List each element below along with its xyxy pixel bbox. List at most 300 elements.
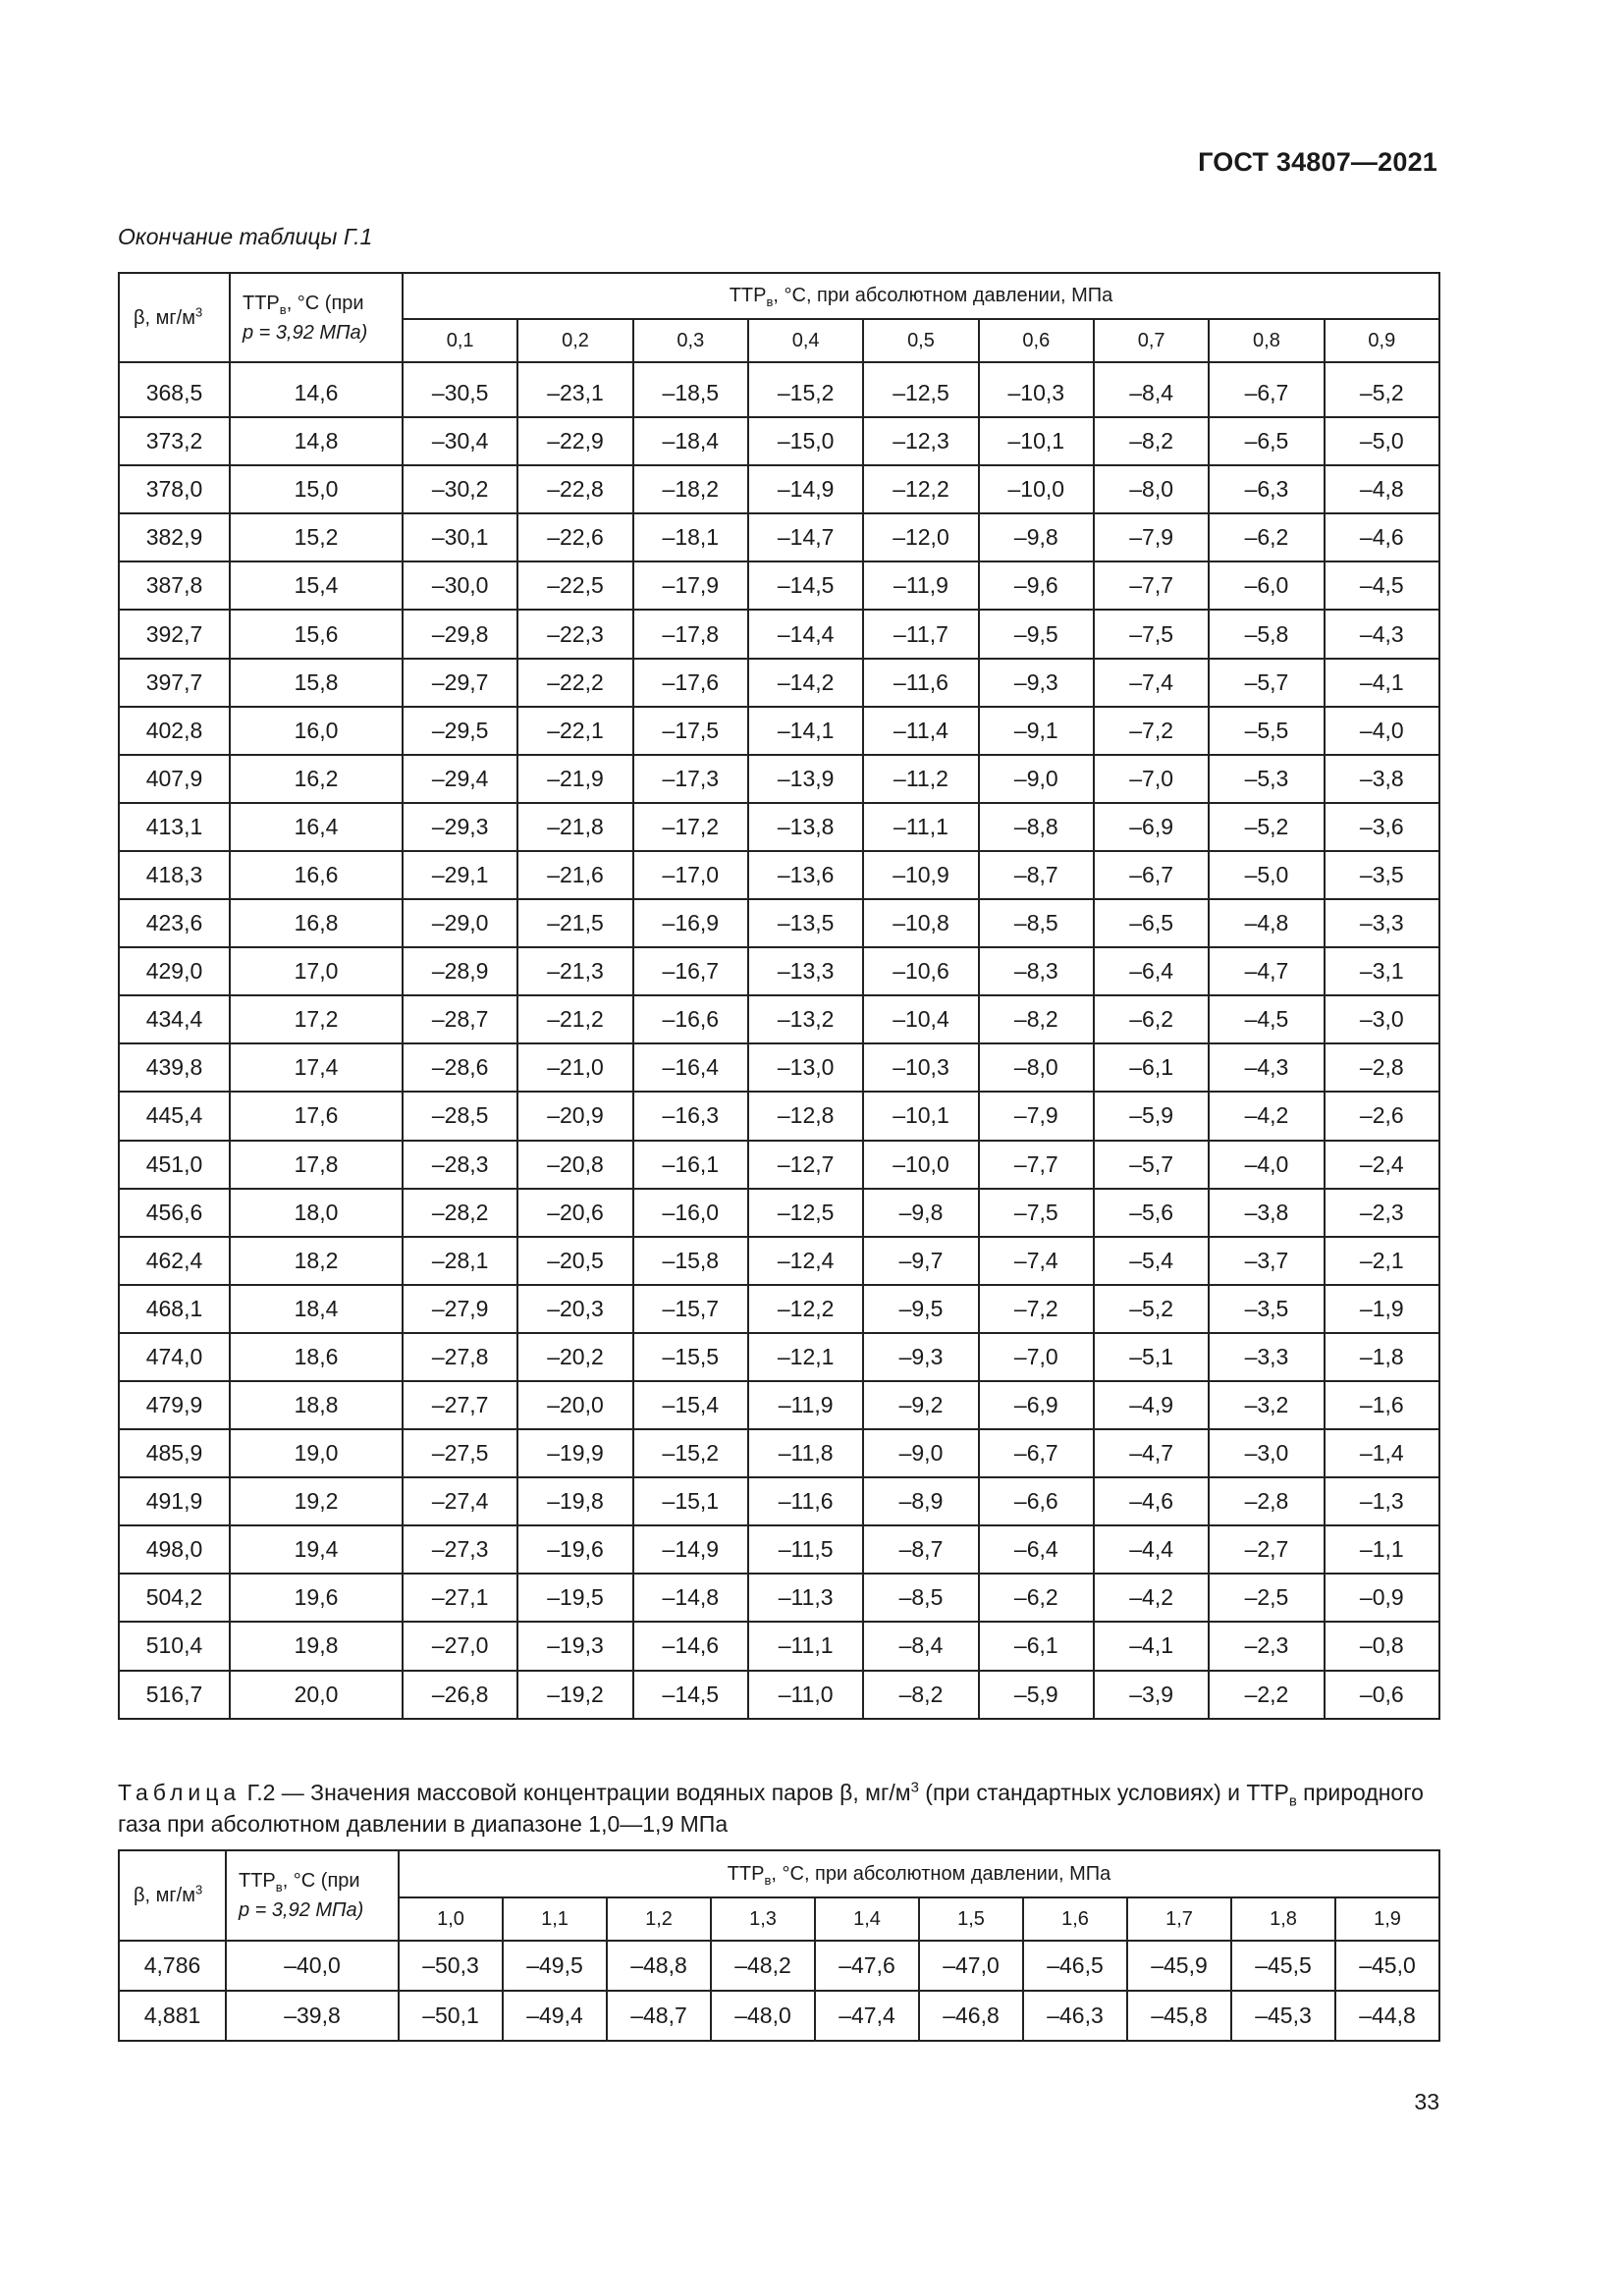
- ttp-value-cell: –12,8: [748, 1092, 863, 1140]
- ttp-value-cell: –17,6: [633, 659, 748, 707]
- ttp-value-cell: –2,4: [1325, 1141, 1439, 1189]
- ttp-value-cell: –28,6: [403, 1043, 517, 1092]
- ttp-value-cell: –15,1: [633, 1477, 748, 1525]
- ttp-value-cell: –26,8: [403, 1671, 517, 1719]
- beta-cell: 387,8: [119, 561, 230, 610]
- ttp-value-cell: –6,1: [979, 1622, 1094, 1670]
- ttp-392-cell: 16,2: [230, 755, 403, 803]
- ttp-value-cell: –7,5: [979, 1189, 1094, 1237]
- beta-cell: 510,4: [119, 1622, 230, 1670]
- ttp-value-cell: –17,3: [633, 755, 748, 803]
- ttp-392-cell: 19,8: [230, 1622, 403, 1670]
- ttp-value-cell: –15,5: [633, 1333, 748, 1381]
- ttp-value-cell: –17,8: [633, 610, 748, 658]
- ttp-value-cell: –4,5: [1325, 561, 1439, 610]
- beta-cell: 4,881: [119, 1991, 226, 2041]
- ttp-value-cell: –7,2: [1094, 707, 1209, 755]
- ttp-value-cell: –11,1: [863, 803, 978, 851]
- ttp-value-cell: –8,2: [863, 1671, 978, 1719]
- ttp-value-cell: –6,0: [1209, 561, 1324, 610]
- ttp-value-cell: –29,4: [403, 755, 517, 803]
- ttp-value-cell: –9,2: [863, 1381, 978, 1429]
- ttp-value-cell: –10,1: [979, 417, 1094, 465]
- ttp-value-cell: –19,6: [517, 1525, 632, 1574]
- ttp-value-cell: –20,2: [517, 1333, 632, 1381]
- ttp-value-cell: –3,5: [1209, 1285, 1324, 1333]
- ttp-value-cell: –5,4: [1094, 1237, 1209, 1285]
- beta-cell: 429,0: [119, 947, 230, 995]
- ttp-value-cell: –17,0: [633, 851, 748, 899]
- beta-cell: 382,9: [119, 513, 230, 561]
- ttp-value-cell: –49,5: [503, 1941, 607, 1991]
- ttp-value-cell: –4,6: [1325, 513, 1439, 561]
- ttp-value-cell: –10,1: [863, 1092, 978, 1140]
- ttp-value-cell: –9,0: [979, 755, 1094, 803]
- beta-cell: 434,4: [119, 995, 230, 1043]
- pressure-header: 1,4: [815, 1897, 919, 1941]
- ttp-value-cell: –6,4: [1094, 947, 1209, 995]
- ttp-value-cell: –47,4: [815, 1991, 919, 2041]
- ttp-value-cell: –21,5: [517, 899, 632, 947]
- ttp-value-cell: –16,4: [633, 1043, 748, 1092]
- ttp-value-cell: –7,4: [1094, 659, 1209, 707]
- ttp-value-cell: –3,0: [1209, 1429, 1324, 1477]
- ttp-value-cell: –5,0: [1325, 417, 1439, 465]
- page-number: 33: [1414, 2089, 1439, 2114]
- ttp-value-cell: –30,5: [403, 362, 517, 417]
- ttp-value-cell: –10,0: [863, 1141, 978, 1189]
- ttp-value-cell: –45,3: [1231, 1991, 1335, 2041]
- pressure-header: 0,3: [633, 319, 748, 362]
- ttp-value-cell: –1,9: [1325, 1285, 1439, 1333]
- ttp-value-cell: –7,0: [1094, 755, 1209, 803]
- ttp-value-cell: –8,0: [979, 1043, 1094, 1092]
- beta-cell: 397,7: [119, 659, 230, 707]
- ttp-value-cell: –13,2: [748, 995, 863, 1043]
- ttp-value-cell: –11,3: [748, 1574, 863, 1622]
- ttp-392-cell: 17,4: [230, 1043, 403, 1092]
- pressure-header: 1,6: [1023, 1897, 1127, 1941]
- ttp-value-cell: –19,5: [517, 1574, 632, 1622]
- ttp-value-cell: –6,9: [1094, 803, 1209, 851]
- table-row: [119, 947, 1439, 995]
- pressure-header: 0,6: [979, 319, 1094, 362]
- ttp-value-cell: –12,0: [863, 513, 978, 561]
- ttp-392-cell: 16,8: [230, 899, 403, 947]
- pressure-header: 1,5: [919, 1897, 1023, 1941]
- ttp-value-cell: –18,5: [633, 362, 748, 417]
- ttp-value-cell: –5,0: [1209, 851, 1324, 899]
- ttp-value-cell: –23,1: [517, 362, 632, 417]
- ttp-value-cell: –4,9: [1094, 1381, 1209, 1429]
- ttp-value-cell: –27,7: [403, 1381, 517, 1429]
- ttp-value-cell: –7,7: [979, 1141, 1094, 1189]
- ttp-value-cell: –15,4: [633, 1381, 748, 1429]
- ttp-value-cell: –2,3: [1325, 1189, 1439, 1237]
- ttp-value-cell: –12,2: [748, 1285, 863, 1333]
- ttp-value-cell: –19,9: [517, 1429, 632, 1477]
- ttp-value-cell: –22,9: [517, 417, 632, 465]
- standard-designation: ГОСТ 34807—2021: [1198, 147, 1437, 177]
- ttp-value-cell: –44,8: [1335, 1991, 1439, 2041]
- ttp-value-cell: –8,7: [863, 1525, 978, 1574]
- ttp-value-cell: –5,2: [1209, 803, 1324, 851]
- ttp-value-cell: –8,9: [863, 1477, 978, 1525]
- ttp-value-cell: –9,5: [979, 610, 1094, 658]
- ttp-value-cell: –5,8: [1209, 610, 1324, 658]
- ttp-value-cell: –5,6: [1094, 1189, 1209, 1237]
- ttp-value-cell: –29,1: [403, 851, 517, 899]
- ttp-392-cell: 14,8: [230, 417, 403, 465]
- pressure-header: 0,4: [748, 319, 863, 362]
- ttp-value-cell: –2,6: [1325, 1092, 1439, 1140]
- ttp-392-cell: 17,8: [230, 1141, 403, 1189]
- ttp-value-cell: –28,3: [403, 1141, 517, 1189]
- ttp-value-cell: –9,3: [863, 1333, 978, 1381]
- ttp-value-cell: –8,4: [1094, 362, 1209, 417]
- beta-cell: 479,9: [119, 1381, 230, 1429]
- ttp-value-cell: –8,5: [979, 899, 1094, 947]
- ttp-392-cell: 18,2: [230, 1237, 403, 1285]
- table-row: [119, 1092, 1439, 1140]
- ttp-value-cell: –11,9: [863, 561, 978, 610]
- ttp-value-cell: –4,7: [1209, 947, 1324, 995]
- ttp-value-cell: –28,1: [403, 1237, 517, 1285]
- ttp-392-cell: 15,4: [230, 561, 403, 610]
- beta-cell: 439,8: [119, 1043, 230, 1092]
- ttp-value-cell: –14,6: [633, 1622, 748, 1670]
- ttp-value-cell: –6,7: [1094, 851, 1209, 899]
- ttp-value-cell: –27,8: [403, 1333, 517, 1381]
- ttp-392-cell: 17,6: [230, 1092, 403, 1140]
- ttp-value-cell: –7,9: [979, 1092, 1094, 1140]
- ttp-392-cell: 19,4: [230, 1525, 403, 1574]
- pressure-header: 1,9: [1335, 1897, 1439, 1941]
- table-row: [119, 1285, 1439, 1333]
- beta-cell: 392,7: [119, 610, 230, 658]
- ttp-392-cell: 15,0: [230, 465, 403, 513]
- ttp-value-cell: –48,2: [711, 1941, 815, 1991]
- ttp-392-cell: 17,0: [230, 947, 403, 995]
- table-row: [119, 1574, 1439, 1622]
- ttp-value-cell: –15,7: [633, 1285, 748, 1333]
- ttp-value-cell: –11,0: [748, 1671, 863, 1719]
- ttp-value-cell: –12,1: [748, 1333, 863, 1381]
- ttp-value-cell: –5,7: [1094, 1141, 1209, 1189]
- ttp-value-cell: –6,2: [979, 1574, 1094, 1622]
- ttp-392-cell: 18,6: [230, 1333, 403, 1381]
- ttp-value-cell: –3,1: [1325, 947, 1439, 995]
- ttp-value-cell: –4,1: [1094, 1622, 1209, 1670]
- ttp-392-cell: 20,0: [230, 1671, 403, 1719]
- beta-cell: 368,5: [119, 362, 230, 417]
- pressure-header: 1,8: [1231, 1897, 1335, 1941]
- ttp-value-cell: –4,8: [1209, 899, 1324, 947]
- table-row: [119, 995, 1439, 1043]
- table-row: [119, 1381, 1439, 1429]
- ttp-value-cell: –14,1: [748, 707, 863, 755]
- ttp-value-cell: –0,9: [1325, 1574, 1439, 1622]
- ttp-value-cell: –14,5: [748, 561, 863, 610]
- ttp-value-cell: –20,0: [517, 1381, 632, 1429]
- ttp-value-cell: –29,0: [403, 899, 517, 947]
- ttp-value-cell: –10,3: [863, 1043, 978, 1092]
- table-row: [119, 755, 1439, 803]
- beta-cell: 451,0: [119, 1141, 230, 1189]
- ttp-392-cell: 14,6: [230, 362, 403, 417]
- ttp-value-cell: –3,3: [1209, 1333, 1324, 1381]
- ttp-value-cell: –27,1: [403, 1574, 517, 1622]
- ttp-value-cell: –17,5: [633, 707, 748, 755]
- ttp-value-cell: –16,3: [633, 1092, 748, 1140]
- ttp-value-cell: –11,2: [863, 755, 978, 803]
- ttp-value-cell: –6,9: [979, 1381, 1094, 1429]
- table-row: [119, 1043, 1439, 1092]
- beta-cell: 445,4: [119, 1092, 230, 1140]
- ttp-value-cell: –20,8: [517, 1141, 632, 1189]
- table-row: [119, 1671, 1439, 1719]
- pressure-header: 1,7: [1127, 1897, 1231, 1941]
- ttp-value-cell: –13,0: [748, 1043, 863, 1092]
- ttp-value-cell: –45,0: [1335, 1941, 1439, 1991]
- table-row: [119, 707, 1439, 755]
- ttp-value-cell: –17,9: [633, 561, 748, 610]
- ttp-value-cell: –1,4: [1325, 1429, 1439, 1477]
- ttp-value-cell: –47,0: [919, 1941, 1023, 1991]
- ttp-value-cell: –21,2: [517, 995, 632, 1043]
- table-row: [119, 899, 1439, 947]
- ttp-value-cell: –0,8: [1325, 1622, 1439, 1670]
- ttp-value-cell: –45,9: [1127, 1941, 1231, 1991]
- table-row: [119, 1141, 1439, 1189]
- ttp-value-cell: –10,6: [863, 947, 978, 995]
- ttp-value-cell: –14,5: [633, 1671, 748, 1719]
- ttp-value-cell: –27,9: [403, 1285, 517, 1333]
- ttp-value-cell: –5,2: [1094, 1285, 1209, 1333]
- ttp-392-cell: 16,4: [230, 803, 403, 851]
- ttp-value-cell: –27,4: [403, 1477, 517, 1525]
- ttp-value-cell: –29,8: [403, 610, 517, 658]
- beta-cell: 504,2: [119, 1574, 230, 1622]
- pressure-header: 0,1: [403, 319, 517, 362]
- pressure-header: 0,9: [1325, 319, 1439, 362]
- table-continuation-caption: Окончание таблицы Г.1: [118, 224, 373, 249]
- ttp-value-cell: –8,3: [979, 947, 1094, 995]
- ttp-value-cell: –11,7: [863, 610, 978, 658]
- beta-cell: 462,4: [119, 1237, 230, 1285]
- ttp-value-cell: –22,3: [517, 610, 632, 658]
- ttp-value-cell: –13,3: [748, 947, 863, 995]
- ttp-value-cell: –28,2: [403, 1189, 517, 1237]
- ttp-value-cell: –15,2: [633, 1429, 748, 1477]
- ttp-value-cell: –7,0: [979, 1333, 1094, 1381]
- beta-cell: 407,9: [119, 755, 230, 803]
- ttp-value-cell: –0,6: [1325, 1671, 1439, 1719]
- beta-cell: 4,786: [119, 1941, 226, 1991]
- table-row: [119, 1237, 1439, 1285]
- ttp-value-cell: –2,1: [1325, 1237, 1439, 1285]
- ttp-value-cell: –16,0: [633, 1189, 748, 1237]
- ttp-value-cell: –29,3: [403, 803, 517, 851]
- table-row: [119, 417, 1439, 465]
- ttp-value-cell: –6,7: [979, 1429, 1094, 1477]
- pressure-header: 0,2: [517, 319, 632, 362]
- table-row: [119, 1429, 1439, 1477]
- ttp-value-cell: –6,6: [979, 1477, 1094, 1525]
- ttp-value-cell: –10,8: [863, 899, 978, 947]
- ttp-value-cell: –22,8: [517, 465, 632, 513]
- ttp-value-cell: –6,4: [979, 1525, 1094, 1574]
- ttp-value-cell: –2,7: [1209, 1525, 1324, 1574]
- pressure-header: 0,7: [1094, 319, 1209, 362]
- column-group-header-pressure: $ТТР_в$, °С, при абсолютном давлении, МПа: [403, 273, 1439, 319]
- ttp-value-cell: –3,7: [1209, 1237, 1324, 1285]
- ttp-value-cell: –22,2: [517, 659, 632, 707]
- table-row: [119, 1941, 1439, 1991]
- table-row: [119, 803, 1439, 851]
- ttp-value-cell: –4,2: [1209, 1092, 1324, 1140]
- ttp-value-cell: –6,2: [1209, 513, 1324, 561]
- ttp-value-cell: –8,8: [979, 803, 1094, 851]
- ttp-value-cell: –3,3: [1325, 899, 1439, 947]
- beta-cell: 491,9: [119, 1477, 230, 1525]
- ttp-392-cell: 19,0: [230, 1429, 403, 1477]
- ttp-value-cell: –6,2: [1094, 995, 1209, 1043]
- ttp-value-cell: –19,3: [517, 1622, 632, 1670]
- ttp-value-cell: –3,5: [1325, 851, 1439, 899]
- table-row: [119, 1622, 1439, 1670]
- pressure-header: 1,3: [711, 1897, 815, 1941]
- ttp-value-cell: –11,9: [748, 1381, 863, 1429]
- beta-cell: 423,6: [119, 899, 230, 947]
- ttp-value-cell: –2,3: [1209, 1622, 1324, 1670]
- ttp-value-cell: –29,5: [403, 707, 517, 755]
- ttp-value-cell: –4,7: [1094, 1429, 1209, 1477]
- ttp-value-cell: –18,4: [633, 417, 748, 465]
- ttp-value-cell: –30,4: [403, 417, 517, 465]
- ttp-value-cell: –3,8: [1209, 1189, 1324, 1237]
- ttp-value-cell: –27,3: [403, 1525, 517, 1574]
- ttp-value-cell: –6,5: [1094, 899, 1209, 947]
- ttp-value-cell: –1,1: [1325, 1525, 1439, 1574]
- ttp-value-cell: –6,7: [1209, 362, 1324, 417]
- ttp-392-cell: 15,2: [230, 513, 403, 561]
- ttp-value-cell: –15,2: [748, 362, 863, 417]
- pressure-header: 0,8: [1209, 319, 1324, 362]
- ttp-value-cell: –14,7: [748, 513, 863, 561]
- ttp-value-cell: –3,8: [1325, 755, 1439, 803]
- ttp-value-cell: –50,1: [399, 1991, 503, 2041]
- beta-cell: 413,1: [119, 803, 230, 851]
- ttp-value-cell: –9,8: [979, 513, 1094, 561]
- ttp-value-cell: –5,7: [1209, 659, 1324, 707]
- ttp-value-cell: –17,2: [633, 803, 748, 851]
- table-g1: [118, 272, 1440, 1720]
- ttp-value-cell: –3,9: [1094, 1671, 1209, 1719]
- ttp-392-cell: 16,6: [230, 851, 403, 899]
- ttp-value-cell: –8,2: [979, 995, 1094, 1043]
- ttp-value-cell: –5,5: [1209, 707, 1324, 755]
- ttp-value-cell: –30,2: [403, 465, 517, 513]
- ttp-value-cell: –11,4: [863, 707, 978, 755]
- ttp-392-cell: 15,6: [230, 610, 403, 658]
- column-header-ttp-392: $ТТР_в$, °С (при p = 3,92 МПа): [226, 1850, 399, 1941]
- ttp-value-cell: –5,2: [1325, 362, 1439, 417]
- ttp-value-cell: –10,3: [979, 362, 1094, 417]
- ttp-value-cell: –13,6: [748, 851, 863, 899]
- ttp-value-cell: –2,5: [1209, 1574, 1324, 1622]
- table-row: [119, 1477, 1439, 1525]
- ttp-value-cell: –13,5: [748, 899, 863, 947]
- ttp-value-cell: –1,8: [1325, 1333, 1439, 1381]
- ttp-value-cell: –4,0: [1209, 1141, 1324, 1189]
- beta-cell: 373,2: [119, 417, 230, 465]
- beta-cell: 418,3: [119, 851, 230, 899]
- ttp-value-cell: –7,9: [1094, 513, 1209, 561]
- ttp-392-cell: 19,6: [230, 1574, 403, 1622]
- ttp-value-cell: –9,8: [863, 1189, 978, 1237]
- ttp-value-cell: –16,9: [633, 899, 748, 947]
- pressure-header: 1,0: [399, 1897, 503, 1941]
- column-header-ttp-392: $ТТР_в$, °С (при p = 3,92 МПа): [230, 273, 403, 362]
- ttp-value-cell: –9,7: [863, 1237, 978, 1285]
- table-row: [119, 465, 1439, 513]
- beta-cell: 474,0: [119, 1333, 230, 1381]
- ttp-value-cell: –20,3: [517, 1285, 632, 1333]
- ttp-value-cell: –9,0: [863, 1429, 978, 1477]
- ttp-value-cell: –12,2: [863, 465, 978, 513]
- table-row: [119, 659, 1439, 707]
- pressure-header: 1,2: [607, 1897, 711, 1941]
- ttp-392-cell: 18,4: [230, 1285, 403, 1333]
- ttp-value-cell: –29,7: [403, 659, 517, 707]
- ttp-value-cell: –6,5: [1209, 417, 1324, 465]
- ttp-value-cell: –14,9: [633, 1525, 748, 1574]
- ttp-value-cell: –9,3: [979, 659, 1094, 707]
- ttp-value-cell: –4,2: [1094, 1574, 1209, 1622]
- ttp-value-cell: –10,0: [979, 465, 1094, 513]
- ttp-value-cell: –3,2: [1209, 1381, 1324, 1429]
- table-row: [119, 513, 1439, 561]
- ttp-value-cell: –2,8: [1209, 1477, 1324, 1525]
- ttp-value-cell: –4,1: [1325, 659, 1439, 707]
- ttp-value-cell: –11,5: [748, 1525, 863, 1574]
- table-row: [119, 1991, 1439, 2041]
- ttp-value-cell: –20,9: [517, 1092, 632, 1140]
- ttp-value-cell: –45,5: [1231, 1941, 1335, 1991]
- ttp-value-cell: –15,8: [633, 1237, 748, 1285]
- table-row: [119, 1333, 1439, 1381]
- table-row: [119, 851, 1439, 899]
- ttp-value-cell: –7,4: [979, 1237, 1094, 1285]
- ttp-value-cell: –14,9: [748, 465, 863, 513]
- pressure-header: 1,1: [503, 1897, 607, 1941]
- ttp-value-cell: –21,3: [517, 947, 632, 995]
- ttp-value-cell: –4,3: [1325, 610, 1439, 658]
- ttp-value-cell: –8,4: [863, 1622, 978, 1670]
- pressure-header: 0,5: [863, 319, 978, 362]
- ttp-value-cell: –28,9: [403, 947, 517, 995]
- ttp-value-cell: –12,3: [863, 417, 978, 465]
- ttp-value-cell: –47,6: [815, 1941, 919, 1991]
- ttp-value-cell: –46,5: [1023, 1941, 1127, 1991]
- ttp-value-cell: –30,1: [403, 513, 517, 561]
- ttp-value-cell: –12,5: [748, 1189, 863, 1237]
- ttp-value-cell: –18,2: [633, 465, 748, 513]
- ttp-value-cell: –2,2: [1209, 1671, 1324, 1719]
- ttp-value-cell: –10,9: [863, 851, 978, 899]
- table-row: [119, 1525, 1439, 1574]
